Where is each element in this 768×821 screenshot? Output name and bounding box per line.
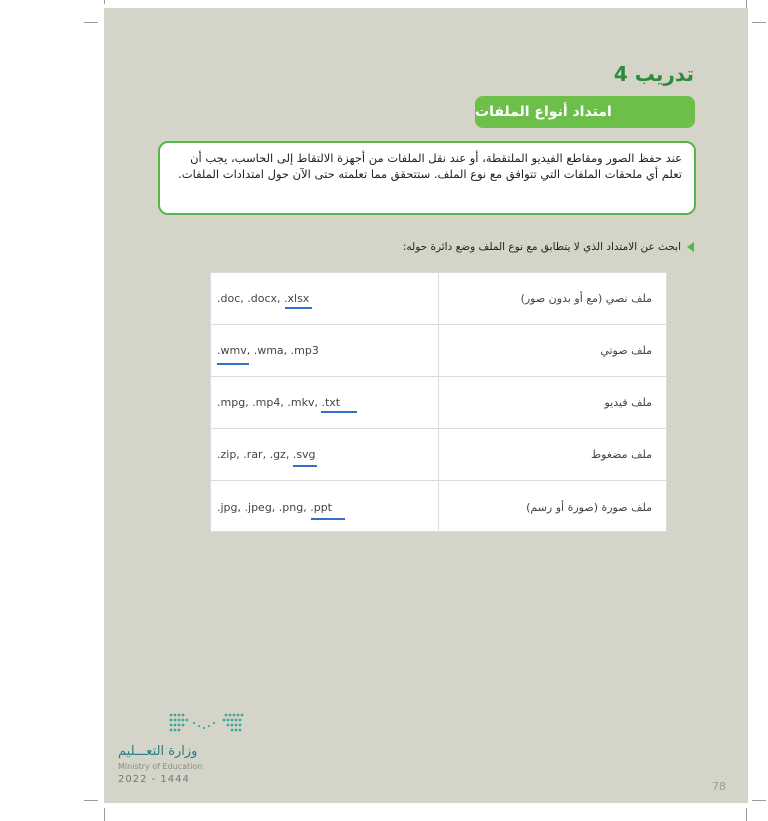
- file-type-cell: [439, 273, 666, 324]
- extensions-cell: [211, 273, 439, 324]
- extensions-cell: [211, 429, 439, 480]
- table-row: [211, 273, 666, 325]
- extensions-cell: [211, 377, 439, 428]
- crop-mark: [84, 22, 98, 23]
- answer-underline: [285, 307, 312, 309]
- answer-underline: [217, 363, 249, 365]
- instruction-text: ابحث عن الامتداد الذي لا يتطابق مع نوع الملف وضع دائرة حوله:: [402, 241, 681, 253]
- file-type-cell: [439, 429, 666, 480]
- ministry-name-en: Ministry of Education: [118, 762, 203, 771]
- crop-mark: [104, 808, 105, 821]
- file-type-cell: [439, 377, 666, 428]
- answer-underline: [311, 518, 345, 520]
- edition-year: 2022 - 1444: [118, 774, 190, 785]
- ministry-name-ar: وزارة التعـــليم: [118, 744, 198, 759]
- crop-mark: [752, 800, 766, 801]
- extensions-cell: [211, 481, 439, 533]
- topic-title: امتداد أنواع الملفات: [475, 104, 612, 120]
- table-row: [211, 377, 666, 429]
- instruction: [403, 241, 694, 253]
- file-type-text: ملف نصي (مع أو بدون صور): [520, 292, 652, 305]
- file-type-cell: [439, 481, 666, 533]
- file-type-text: ملف فيديو: [604, 396, 652, 409]
- crop-mark: [746, 808, 747, 821]
- intro-text: عند حفظ الصور ومقاطع الفيديو الملتقطة، أو عند نقل الملفات من أجهزة الالتقاط إلى الحاسب، يجب أن تعلم أي ملحقات الملفات التي تتوافق مع نوع الملف. ستتحقق مما تعلمته حتى الآن حول امتدادات الملفات.: [178, 151, 682, 181]
- extensions-table: [210, 272, 667, 532]
- file-type-cell: [439, 325, 666, 376]
- extensions-text: .zip, .rar, .gz, .svg: [217, 448, 316, 461]
- bullet-icon: [687, 242, 694, 252]
- answer-underline: [293, 465, 317, 467]
- crop-mark: [104, 0, 105, 4]
- extensions-cell: [211, 325, 439, 376]
- page-number: 78: [712, 780, 726, 793]
- intro-box: [158, 141, 696, 215]
- table-row: [211, 481, 666, 533]
- file-type-text: ملف صورة (صورة أو رسم): [526, 500, 652, 514]
- file-type-text: ملف صوتي: [600, 344, 652, 357]
- exercise-title: تدريب 4: [613, 62, 694, 86]
- answer-underline: [321, 411, 357, 413]
- ministry-logo-icon: [168, 711, 246, 735]
- table-row: [211, 429, 666, 481]
- extensions-text: .doc, .docx, .xlsx: [217, 292, 310, 305]
- extensions-text: .wmv, .wma, .mp3: [217, 344, 319, 357]
- file-type-text: ملف مضغوط: [590, 448, 652, 461]
- table-row: [211, 325, 666, 377]
- extensions-text: .jpg, .jpeg, .png, .ppt: [217, 500, 332, 514]
- crop-mark: [84, 800, 98, 801]
- extensions-text: .mpg, .mp4, .mkv, .txt: [217, 396, 341, 409]
- textbook-page: [104, 8, 748, 803]
- topic-banner: [475, 96, 695, 128]
- crop-mark: [752, 22, 766, 23]
